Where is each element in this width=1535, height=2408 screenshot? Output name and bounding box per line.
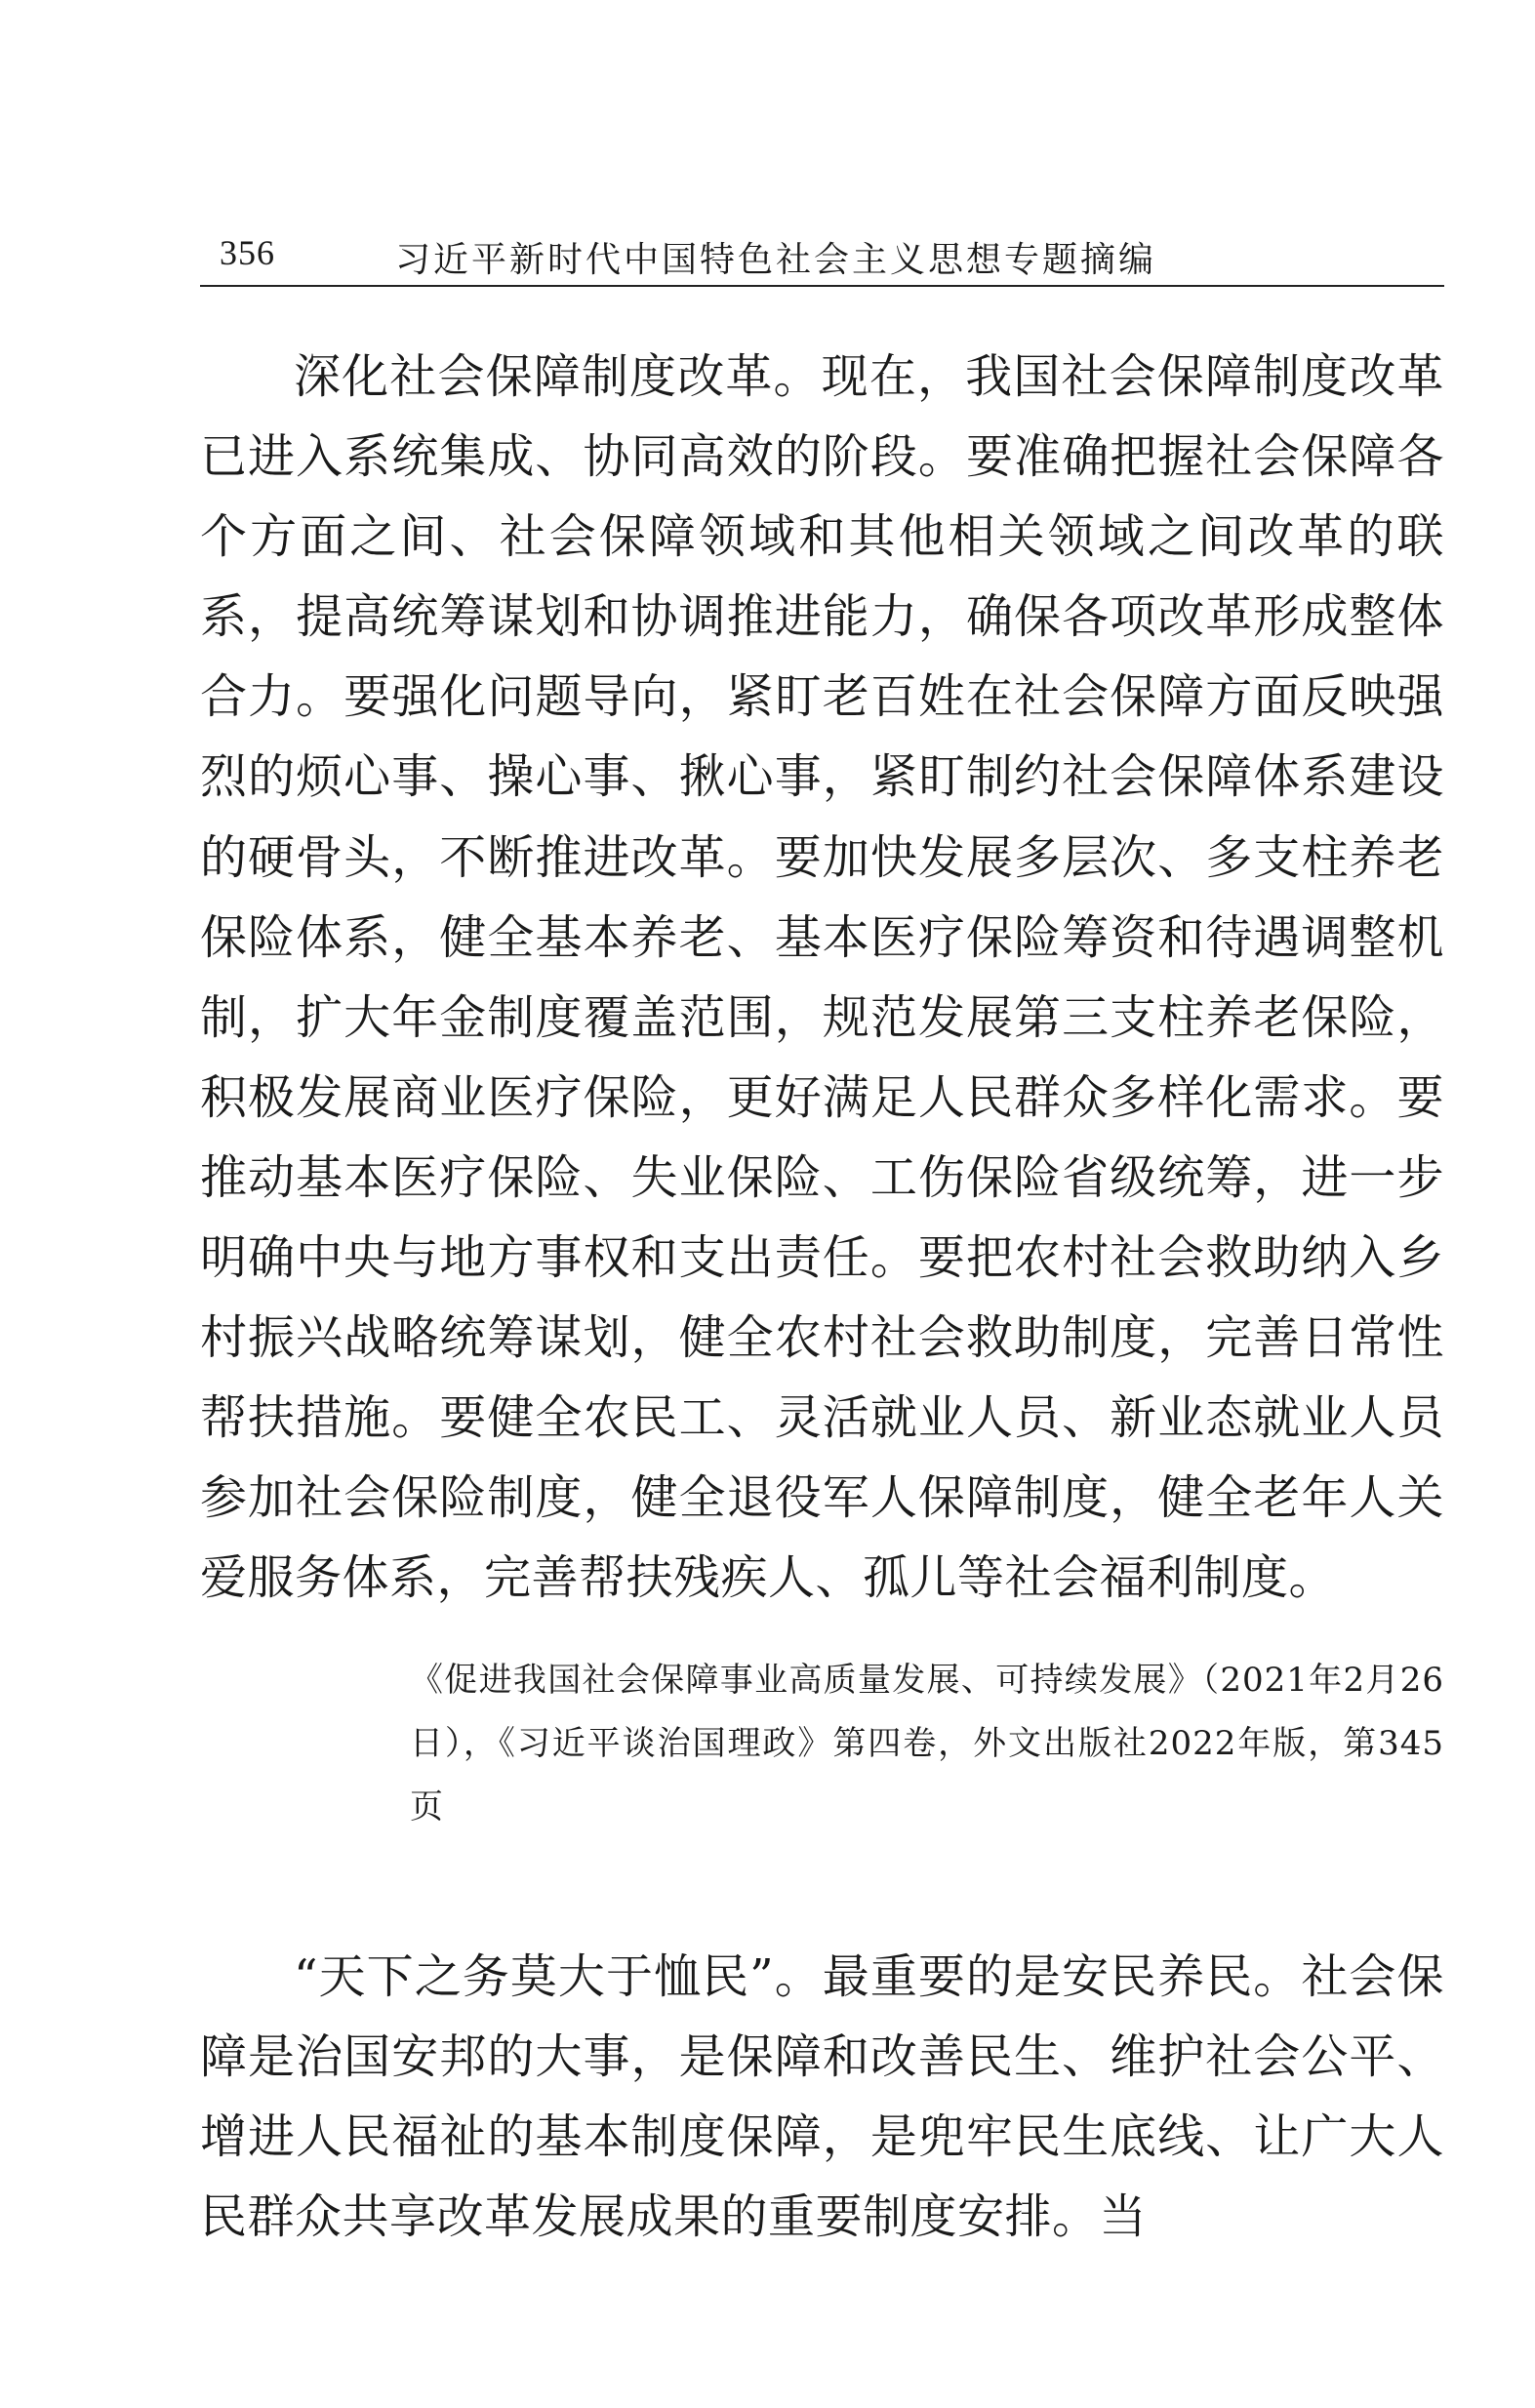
running-title: 习近平新时代中国特色社会主义思想专题摘编 bbox=[395, 240, 1157, 280]
body-paragraph: 深化社会保障制度改革。现在，我国社会保障制度改革已进入系统集成、协同高效的阶段。要准确把握社会保障各个方面之间、社会保障领域和其他相关领域之间改革的联系，提高统筹谋划和协调推进能力，确保各项改革形成整体合力。要强化问题导向，紧盯老百姓在社会保障方面反映强烈的烦心事、操心事、揪心事，紧盯制约社会保障体系建设的硬骨头，不断推进改革。要加快发展多层次、多支柱养老保险体系，健全基本养老、基本医疗保险筹资和待遇调整机制，扩大年金制度覆盖范围，规范发展第三支柱养老保险，积极发展商业医疗保险，更好满足人民群众多样化需求。要推动基本医疗保险、失业保险、工伤保险省级统筹，进一步明确中央与地方事权和支出责任。要把农村社会救助纳入乡村振兴战略统筹谋划，健全农村社会救助制度，完善日常性帮扶措施。要健全农民工、灵活就业人员、新业态就业人员参加社会保险制度，健全退役军人保障制度，健全老年人关爱服务体系，完善帮扶残疾人、孤儿等社会福利制度。 bbox=[200, 349, 1444, 1606]
page-header bbox=[200, 226, 1444, 287]
body-paragraph: “天下之务莫大于恤民”。最重要的是安民养民。社会保障是治国安邦的大事，是保障和改善民生、维护社会公平、增进人民福祉的基本制度保障，是兜牢民生底线、让广大人民群众共享改革发展成果的重要制度安排。当 bbox=[200, 1949, 1444, 2244]
source-citation: 《促进我国社会保障事业高质量发展、可持续发展》（2021年2月26日），《习近平谈治国理政》第四卷，外文出版社2022年版，第345页 bbox=[410, 1661, 1444, 1826]
page-number: 356 bbox=[220, 233, 275, 272]
